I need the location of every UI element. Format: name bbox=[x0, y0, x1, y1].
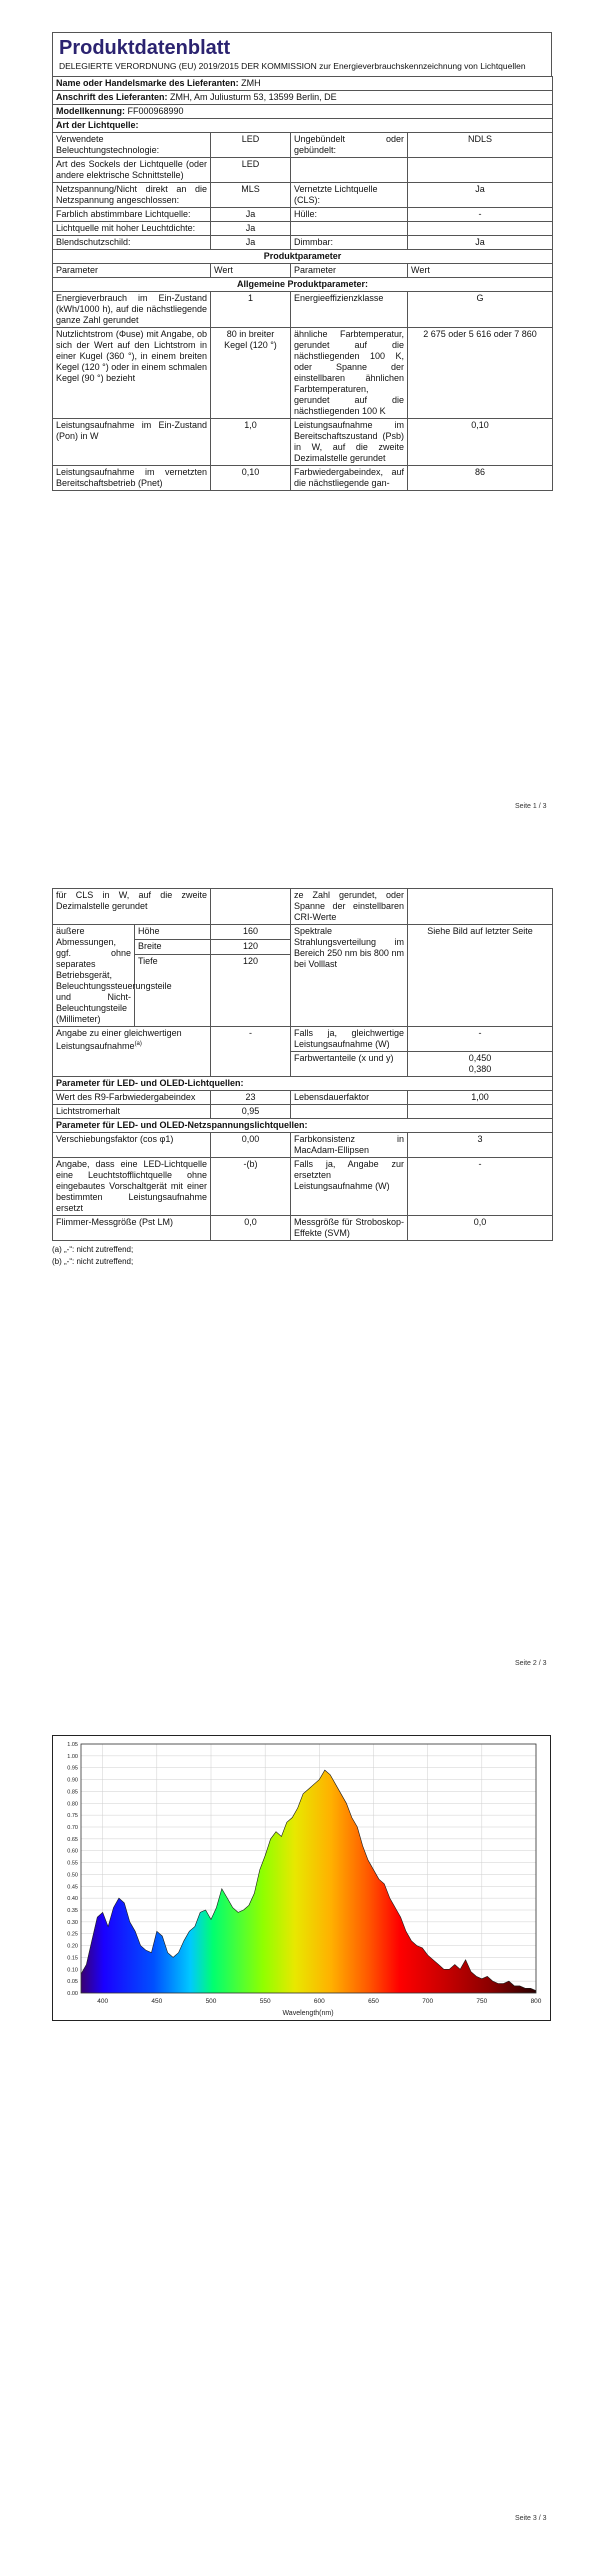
y-tick-label: 0.75 bbox=[67, 1813, 78, 1820]
dimensions-label: äußere Abmessungen, ggf. ohne separates Betriebsgerät, Beleuchtungssteuerungsteile und Nicht-Beleuchtungsteile (Millimeter) bbox=[53, 925, 135, 1027]
y-tick-label: 0.60 bbox=[67, 1848, 78, 1855]
table-row: Farblich abstimmbare Lichtquelle: Ja Hülle: - bbox=[53, 208, 553, 222]
supplier-name-row: Name oder Handelsmarke des Lieferanten: ZMH bbox=[53, 77, 553, 91]
table-row: Wert des R9-Farbwiedergabeindex 23 Lebensdauerfaktor 1,00 bbox=[53, 1091, 553, 1105]
light-source-type-row: Art der Lichtquelle: bbox=[53, 119, 553, 133]
x-axis-label: Wavelength(nm) bbox=[282, 2010, 334, 2017]
dim-label: Breite bbox=[135, 940, 211, 955]
spectrum-chart bbox=[52, 1735, 551, 2021]
regulation-text: DELEGIERTE VERORDNUNG (EU) 2019/2015 DER KOMMISSION zur Energieverbrauchskennzeichnung von Lichtquellen bbox=[59, 61, 526, 71]
x-axis-ticks bbox=[97, 1998, 542, 2005]
dim-value: 120 bbox=[211, 940, 291, 955]
y-tick-label: 0.70 bbox=[67, 1825, 78, 1831]
page-number: Seite 1 / 3 bbox=[515, 803, 547, 810]
y-tick-label: 0.80 bbox=[67, 1801, 78, 1808]
table-row: Leistungsaufnahme im Ein-Zustand (Pon) in W 1,0 Leistungsaufnahme im Bereitschaftszustand (Psb) in W, auf die zweite Dezimalstelle gerundet 0,10 bbox=[53, 419, 553, 466]
y-tick-label: 0.65 bbox=[67, 1836, 78, 1843]
y-tick-label: 0.05 bbox=[67, 1979, 78, 1986]
y-tick-label: 0.40 bbox=[67, 1896, 78, 1903]
y-tick-label: 0.25 bbox=[67, 1931, 78, 1938]
footnote-b: (b) „-“: nicht zutreffend; bbox=[52, 1257, 134, 1266]
y-tick-label: 0.00 bbox=[67, 1991, 78, 1997]
table-row: Blendschutzschild: Ja Dimmbar: Ja bbox=[53, 236, 553, 250]
y-tick-label: 0.20 bbox=[67, 1943, 78, 1950]
table-row: Angabe zu einer gleichwertigen Leistungsaufnahme$^{(a)}$ - Falls ja, gleichwertige Leistungsaufnahme (W) - bbox=[53, 1027, 553, 1052]
y-tick-label: 0.50 bbox=[67, 1872, 78, 1879]
x-tick-label: 450 bbox=[151, 1998, 163, 2005]
y-tick-label: 0.95 bbox=[67, 1765, 78, 1772]
dim-label: Tiefe bbox=[135, 955, 211, 1027]
table-row: Verschiebungsfaktor (cos φ1) 0,00 Farbkonsistenz in MacAdam-Ellipsen 3 bbox=[53, 1133, 553, 1158]
table-row: Verwendete Beleuchtungstechnologie: LED Ungebündelt oder gebündelt: NDLS bbox=[53, 133, 553, 158]
table-row: Farbwertanteile (x und y) 0,450 0,380 bbox=[53, 1052, 553, 1077]
x-tick-label: 700 bbox=[422, 1998, 434, 2005]
y-tick-label: 0.55 bbox=[67, 1860, 78, 1867]
dim-value: 160 bbox=[211, 925, 291, 940]
table-row: Nutzlichtstrom (Φuse) mit Angabe, ob sich der Wert auf den Lichtstrom in einer Kugel (360 °), in einem breiten Kegel (120 °) oder in einem schmalen Kegel (90 °) bezieht 80 in breiter Kegel (120 °) ähnliche Farbtemperatur, gerundet auf die nächstliegenden 100 K, oder Spanne der einstellbaren ähnlichen Farbtemperaturen, gerundet auf die nächstliegenden 100 K 2 675 oder 5 616 oder 7 860 bbox=[53, 328, 553, 419]
spectral-value: Siehe Bild auf letzter Seite bbox=[408, 925, 553, 1027]
x-tick-label: 550 bbox=[259, 1998, 271, 2005]
footnote-a: (a) „-“: nicht zutreffend; bbox=[52, 1245, 134, 1254]
mains-section-heading: Parameter für LED- und OLED-Netzspannungslichtquellen: bbox=[53, 1119, 553, 1133]
y-tick-label: 0.85 bbox=[67, 1789, 78, 1796]
dim-value: 120 bbox=[211, 955, 291, 1027]
y-tick-label: 0.90 bbox=[67, 1777, 78, 1784]
table-row: Lichtstromerhalt 0,95 bbox=[53, 1105, 553, 1119]
x-tick-label: 600 bbox=[313, 1998, 325, 2005]
table-row: Lichtquelle mit hoher Leuchtdichte: Ja bbox=[53, 222, 553, 236]
model-row: Modellkennung: FF000968990 bbox=[53, 105, 553, 119]
table-header-row: Parameter Wert Parameter Wert bbox=[53, 264, 553, 278]
datasheet-page-2 bbox=[52, 888, 552, 1268]
table-row: Art des Sockels der Lichtquelle (oder andere elektrische Schnittstelle) LED bbox=[53, 158, 553, 183]
product-params-heading: Produktparameter bbox=[53, 250, 553, 264]
page-number: Seite 2 / 3 bbox=[515, 1660, 547, 1667]
table-row: Energieverbrauch im Ein-Zustand (kWh/1000 h), auf die nächstliegende ganze Zahl gerundet 1 Energieeffizienzklasse G bbox=[53, 292, 553, 328]
x-tick-label: 650 bbox=[368, 1998, 379, 2005]
y-tick-label: 0.30 bbox=[67, 1919, 78, 1926]
x-tick-label: 500 bbox=[205, 1998, 217, 2005]
y-tick-label: 1.00 bbox=[67, 1753, 78, 1760]
table-row: für CLS in W, auf die zweite Dezimalstelle gerundet ze Zahl gerundet, oder Spanne der einstellbaren CRI-Werte bbox=[53, 889, 553, 925]
y-tick-label: 0.35 bbox=[67, 1908, 78, 1914]
spectral-label: Spektrale Strahlungsverteilung im Bereich 250 nm bis 800 nm bei Volllast bbox=[291, 925, 408, 1027]
y-tick-label: 0.45 bbox=[67, 1884, 78, 1891]
dimensions-row bbox=[53, 925, 553, 940]
table-row: Leistungsaufnahme im vernetzten Bereitschaftsbetrieb (Pnet) 0,10 Farbwiedergabeindex, auf die nächstliegende gan- 86 bbox=[53, 466, 553, 491]
y-tick-label: 1.05 bbox=[67, 1742, 78, 1748]
table-row: Angabe, dass eine LED-Lichtquelle eine Leuchtstofflichtquelle ohne eingebautes Vorschaltgerät mit einer bestimmten Leistungsaufnahme ersetzt -(b) Falls ja, Angabe zur ersetzten Leistungsaufnahme (W) - bbox=[53, 1158, 553, 1216]
supplier-address-row: Anschrift des Lieferanten: ZMH, Am Juliusturm 53, 13599 Berlin, DE bbox=[53, 91, 553, 105]
y-axis-ticks bbox=[67, 1742, 78, 1997]
dim-label: Höhe bbox=[135, 925, 211, 940]
table-row: Netzspannung/Nicht direkt an die Netzspannung angeschlossen: MLS Vernetzte Lichtquelle (CLS): Ja bbox=[53, 183, 553, 208]
spectrum-chart-svg bbox=[53, 1736, 550, 2020]
y-tick-label: 0.15 bbox=[67, 1955, 78, 1962]
table-row: Flimmer-Messgröße (Pst LM) 0,0 Messgröße für Stroboskop-Effekte (SVM) 0,0 bbox=[53, 1216, 553, 1241]
x-tick-label: 750 bbox=[476, 1998, 488, 2005]
page-title: Produktdatenblatt bbox=[59, 37, 231, 59]
params-table-continued bbox=[52, 888, 553, 1241]
page-number: Seite 3 / 3 bbox=[515, 2515, 547, 2522]
led-section-heading: Parameter für LED- und OLED-Lichtquellen: bbox=[53, 1077, 553, 1091]
x-tick-label: 800 bbox=[530, 1998, 542, 2005]
y-tick-label: 0.10 bbox=[67, 1967, 78, 1974]
general-params-heading: Allgemeine Produktparameter: bbox=[53, 278, 553, 292]
x-tick-label: 400 bbox=[97, 1998, 109, 2005]
